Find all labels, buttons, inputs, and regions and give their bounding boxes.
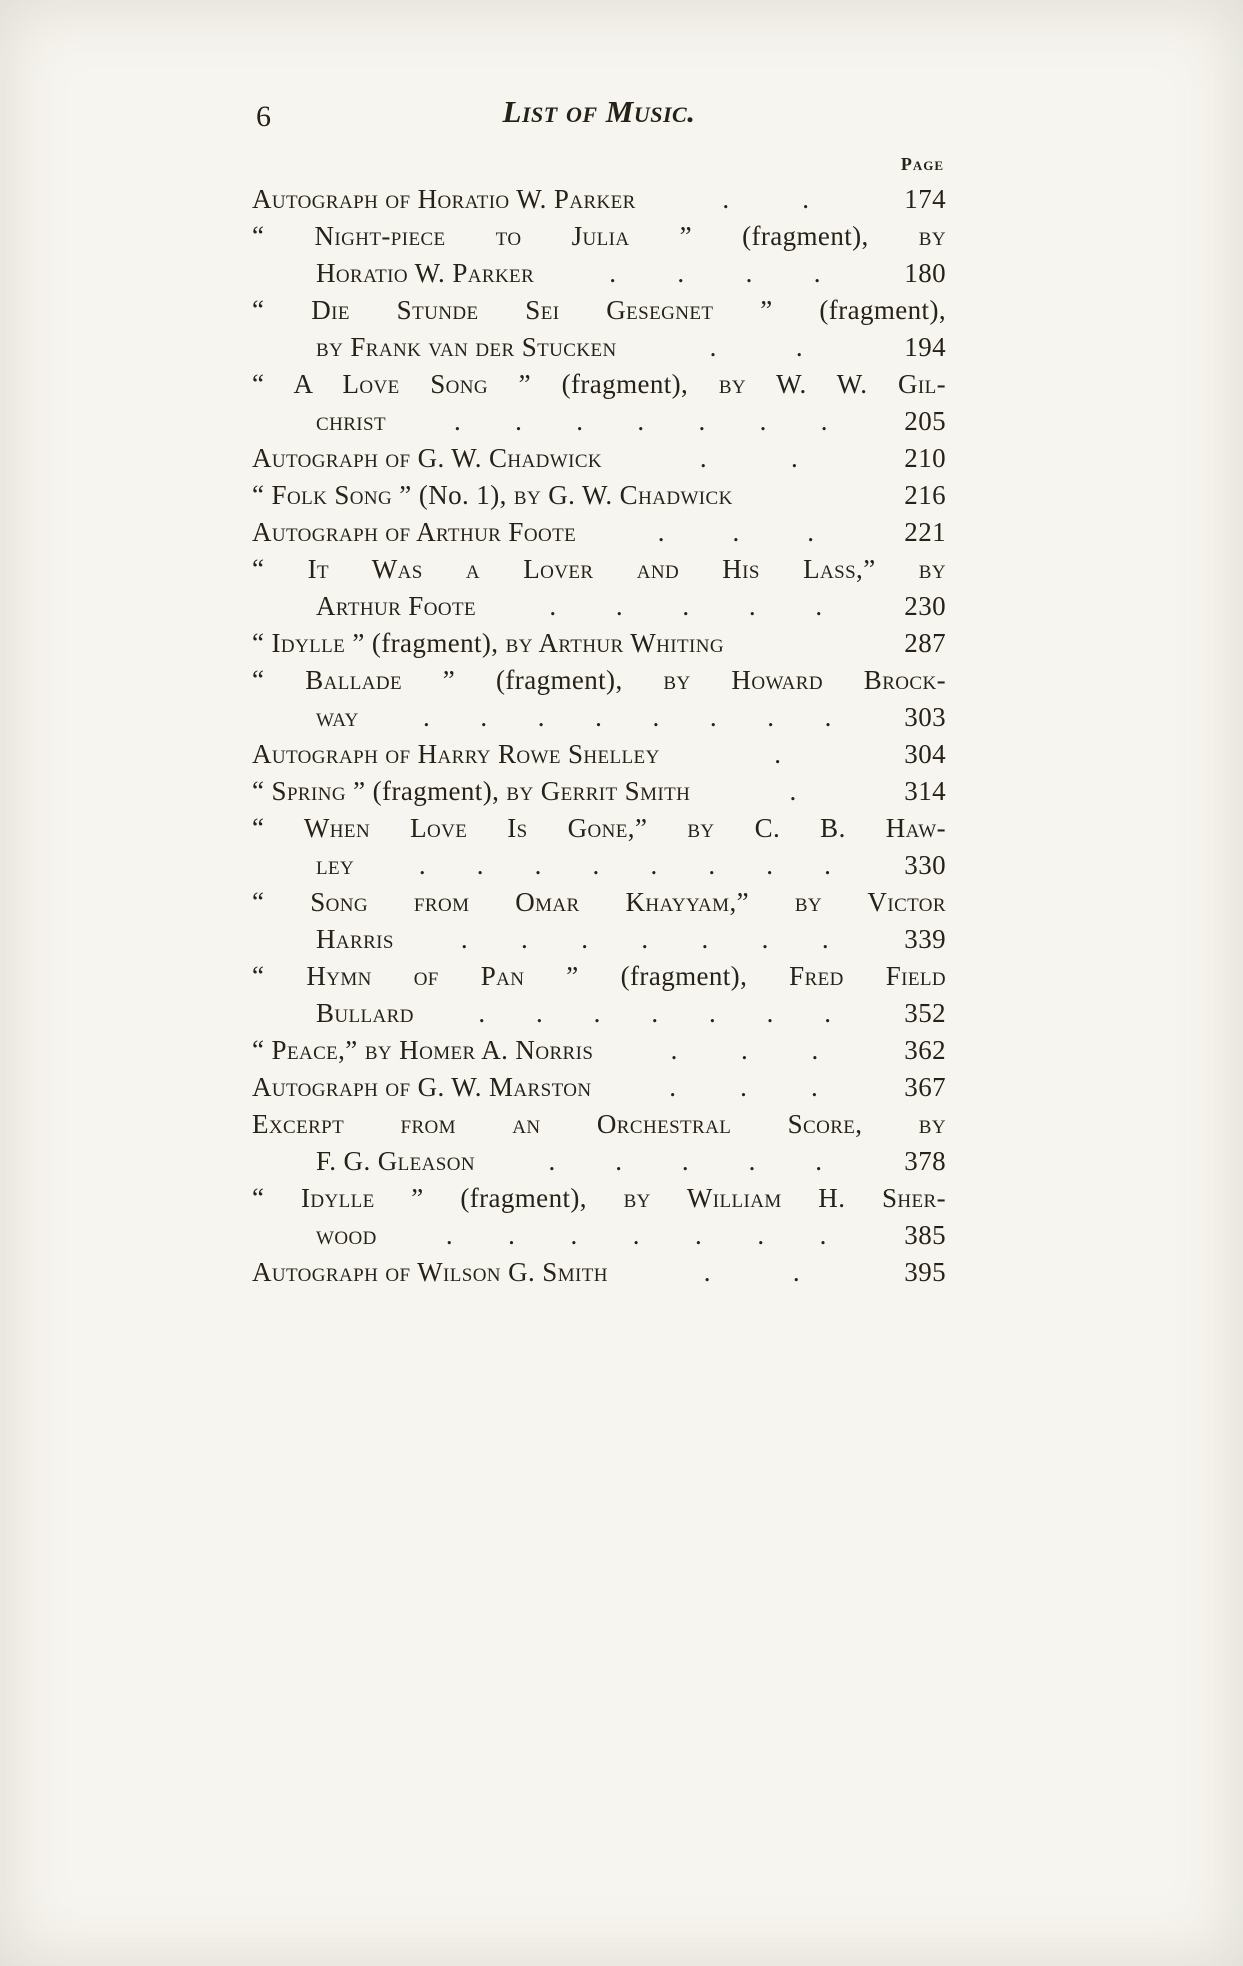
leader-dots: . . . . .: [549, 591, 823, 621]
entry-text: Autograph of Arthur Foote: [252, 517, 577, 547]
leader-dots: . . .: [669, 1072, 819, 1102]
toc-entry: [252, 1254, 946, 1291]
entry-line: [252, 1069, 946, 1106]
entry-text: “ Night-piece to Julia ” (fragment), by: [252, 221, 946, 251]
entry-text: “ Idylle ” (fragment), by William H. Sher-: [252, 1183, 946, 1213]
entry-line: [252, 551, 946, 588]
entry-text: “ A Love Song ” (fragment), by W. W. Gil-: [252, 369, 946, 399]
leader-dots: . .: [709, 332, 803, 362]
entry-page-number: 362: [904, 1035, 946, 1065]
entry-page-number: 385: [904, 1220, 946, 1250]
toc-entry: [252, 958, 946, 1032]
entry-line: [252, 921, 946, 958]
toc-entry: [252, 551, 946, 625]
entry-line: [252, 440, 946, 477]
toc-entry: [252, 1032, 946, 1069]
page-header: [252, 94, 946, 146]
entry-line: [252, 1217, 946, 1254]
toc-entry: [252, 218, 946, 292]
leader-dots: . . . . . . .: [478, 998, 832, 1028]
music-list: [252, 181, 946, 1291]
entry-line: [252, 477, 946, 514]
toc-entry: [252, 810, 946, 884]
toc-entry: [252, 1106, 946, 1180]
entry-line: [252, 699, 946, 736]
leader-dots: .: [774, 739, 782, 769]
leader-dots: . . . . . . . .: [418, 850, 832, 880]
entry-line: [252, 1254, 946, 1291]
entry-text: christ: [316, 406, 386, 436]
toc-entry: [252, 181, 946, 218]
toc-entry: [252, 662, 946, 736]
entry-text: “ Song from Omar Khayyam,” by Victor: [252, 887, 946, 917]
leader-dots: . . . . .: [548, 1146, 823, 1176]
entry-text: Harris: [316, 924, 394, 954]
entry-page-number: 205: [904, 406, 946, 436]
entry-page-number: 395: [904, 1257, 946, 1287]
entry-page-number: 314: [904, 776, 946, 806]
entry-text: “ Hymn of Pan ” (fragment), Fred Field: [252, 961, 947, 991]
entry-page-number: 367: [904, 1072, 946, 1102]
entry-text: “ Folk Song ” (No. 1), by G. W. Chadwick: [252, 480, 733, 510]
entry-page-number: 330: [904, 850, 946, 880]
entry-line: [252, 1180, 946, 1217]
entry-text: Autograph of Wilson G. Smith: [252, 1257, 608, 1287]
entry-line: [252, 329, 946, 366]
toc-entry: [252, 1069, 946, 1106]
entry-page-number: 304: [904, 739, 946, 769]
toc-entry: [252, 366, 946, 440]
entry-text: Autograph of G. W. Chadwick: [252, 443, 603, 473]
entry-line: [252, 181, 946, 218]
entry-page-number: 210: [904, 443, 946, 473]
leader-dots: . . . . . . .: [445, 1220, 827, 1250]
entry-page-number: 174: [904, 184, 946, 214]
entry-text: Autograph of Harry Rowe Shelley: [252, 739, 660, 769]
entry-text: Excerpt from an Orchestral Score, by: [252, 1109, 946, 1139]
entry-line: [252, 255, 946, 292]
toc-entry: [252, 884, 946, 958]
toc-entry: [252, 1180, 946, 1254]
entry-page-number: 216: [904, 480, 946, 510]
entry-line: [252, 810, 946, 847]
entry-page-number: 230: [904, 591, 946, 621]
entry-text: “ It Was a Lover and His Lass,” by: [252, 554, 946, 584]
entry-line: [252, 847, 946, 884]
entry-page-number: 339: [904, 924, 946, 954]
entry-page-number: 378: [904, 1146, 946, 1176]
book-page: [252, 94, 946, 1291]
leader-dots: . .: [703, 1257, 801, 1287]
entry-text: Bullard: [316, 998, 414, 1028]
entry-page-number: 221: [904, 517, 946, 547]
entry-text: Autograph of G. W. Marston: [252, 1072, 592, 1102]
entry-text: Autograph of Horatio W. Parker: [252, 184, 636, 214]
entry-text: Arthur Foote: [316, 591, 476, 621]
entry-line: [252, 662, 946, 699]
page-column-header: Page: [900, 154, 944, 174]
leader-dots: . . . . . . . .: [422, 702, 832, 732]
entry-text: by Frank van der Stucken: [316, 332, 617, 362]
leader-dots: .: [789, 776, 797, 806]
entry-line: [252, 995, 946, 1032]
entry-text: “ When Love Is Gone,” by C. B. Haw-: [252, 813, 946, 843]
entry-page-number: 287: [904, 628, 946, 658]
entry-line: [252, 1032, 946, 1069]
toc-entry: [252, 625, 946, 662]
toc-entry: [252, 736, 946, 773]
entry-text: F. G. Gleason: [316, 1146, 475, 1176]
entry-text: “ Die Stunde Sei Gesegnet ” (fragment),: [252, 295, 946, 325]
toc-entry: [252, 773, 946, 810]
entry-text: ley: [316, 850, 355, 880]
entry-line: [252, 625, 946, 662]
leader-dots: . . . .: [609, 258, 821, 288]
entry-text: “ Ballade ” (fragment), by Howard Brock-: [252, 665, 946, 695]
entry-text: wood: [316, 1220, 377, 1250]
entry-text: way: [316, 702, 359, 732]
entry-line: [252, 292, 946, 329]
entry-line: [252, 1143, 946, 1180]
entry-text: “ Spring ” (fragment), by Gerrit Smith: [252, 776, 691, 806]
entry-line: [252, 403, 946, 440]
leader-dots: . .: [722, 184, 810, 214]
entry-line: [252, 588, 946, 625]
leader-dots: . . . . . . .: [453, 406, 828, 436]
leader-dots: . .: [699, 443, 799, 473]
entry-line: [252, 884, 946, 921]
entry-line: [252, 366, 946, 403]
page-title: List of Music.: [502, 94, 696, 129]
entry-page-number: 352: [904, 998, 946, 1028]
entry-line: [252, 736, 946, 773]
leader-dots: . . . . . . .: [460, 924, 829, 954]
toc-entry: [252, 477, 946, 514]
entry-page-number: 180: [904, 258, 946, 288]
folio-number: 6: [256, 100, 271, 133]
entry-page-number: 303: [904, 702, 946, 732]
toc-entry: [252, 440, 946, 477]
leader-dots: . . .: [657, 517, 815, 547]
toc-entry: [252, 514, 946, 551]
entry-line: [252, 958, 946, 995]
leader-dots: . . .: [670, 1035, 819, 1065]
entry-line: [252, 514, 946, 551]
entry-text: “ Peace,” by Homer A. Norris: [252, 1035, 594, 1065]
entry-page-number: 194: [904, 332, 946, 362]
entry-line: [252, 773, 946, 810]
entry-line: [252, 218, 946, 255]
toc-entry: [252, 292, 946, 366]
entry-text: “ Idylle ” (fragment), by Arthur Whiting: [252, 628, 725, 658]
entry-text: Horatio W. Parker: [316, 258, 535, 288]
entry-line: [252, 1106, 946, 1143]
